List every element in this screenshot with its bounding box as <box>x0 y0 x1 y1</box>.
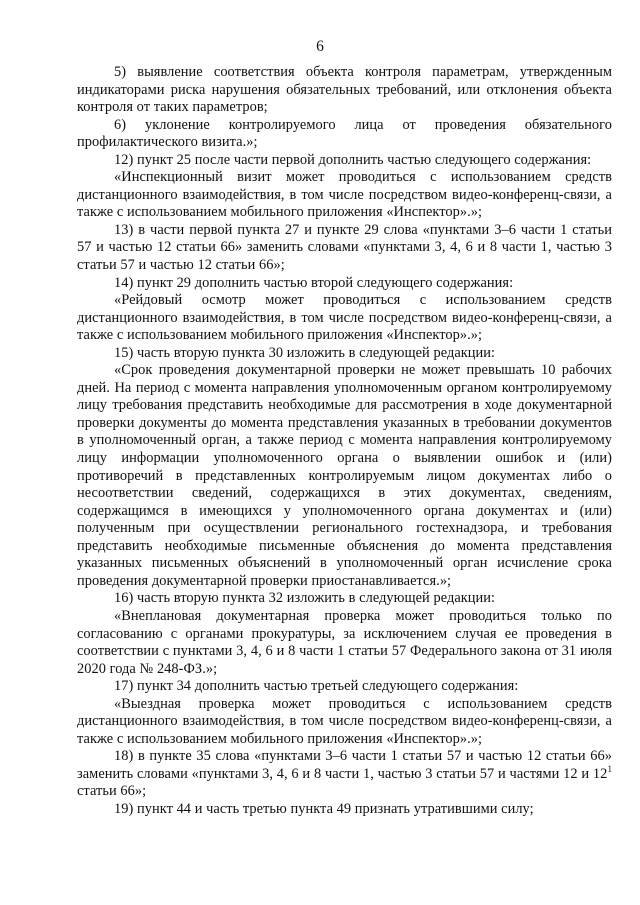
amendment-18-superscript: 1 <box>607 764 612 775</box>
paragraph-quote-field-check: «Выездная проверка может проводиться с использованием средств дистанционного взаимодействия, в том числе посредством видео-конференц-связи, а также с использованием мобильного приложения «Инспектор».»; <box>77 695 612 747</box>
page-number: 6 <box>316 38 324 55</box>
paragraph-item-6: 6) уклонение контролируемого лица от проведения обязательного профилактического визита.»; <box>77 116 612 151</box>
paragraph-quote-documentary-check-term: «Срок проведения документарной проверки не может превышать 10 рабочих дней. На период с момента направления уполномоченным органом контролируемому лицу требования представить необходимые для рассмотрения в ходе документарной проверки документы до момента представления указанных в требовании документов в уполномоченный орган, а также период с момента направления контролируемому лицу информации уполномоченного органа о выявлении ошибок и (или) противоречий в представленных контролируемым лицом документах либо о несоответствии сведений, содержащихся в этих документах, сведениям, содержащимся в имеющихся у уполномоченного органа документах и (или) полученным при осуществлении регионального гостехнадзора, и требования представить необходимые письменные объяснения до момента представления указанных письменных объяснений в уполномоченный орган исчисление срока проведения документарной проверки приостанавливается.»; <box>77 362 612 589</box>
paragraph-quote-raid-inspection: «Рейдовый осмотр может проводиться с использованием средств дистанционного взаимодействия, в том числе посредством видео-конференц-связи, а также с использованием мобильного приложения «Инспектор».»; <box>77 292 612 344</box>
paragraph-item-5: 5) выявление соответствия объекта контроля параметрам, утвержденным индикаторами риска нарушения обязательных требований, или отклонения объекта контроля от таких параметров; <box>77 64 612 116</box>
paragraph-amendment-13: 13) в части первой пункта 27 и пункте 29 слова «пунктами 3–6 части 1 статьи 57 и частью 12 статьи 66» заменить словами «пунктами 3, 4, 6 и 8 части 1, частью 3 статьи 57 и частью 12 статьи 66»; <box>77 221 612 274</box>
paragraph-amendment-14: 14) пункт 29 дополнить частью второй следующего содержания: <box>114 274 514 291</box>
amendment-18-text-after: статьи 66»; <box>77 783 147 800</box>
paragraph-quote-unscheduled-check: «Внеплановая документарная проверка может проводиться только по согласованию с органами прокуратуры, за исключением случая ее проведения в соответствии с пунктами 3, 4, 6 и 8 части 1 статьи 57 Федерального закона от 31 июля 2020 года № 248-ФЗ.»; <box>77 607 612 677</box>
paragraph-amendment-17: 17) пункт 34 дополнить частью третьей следующего содержания: <box>114 678 519 695</box>
paragraph-amendment-16: 16) часть вторую пункта 32 изложить в следующей редакции: <box>114 590 496 607</box>
document-body <box>77 64 612 819</box>
paragraph-amendment-15: 15) часть вторую пункта 30 изложить в следующей редакции: <box>114 344 496 361</box>
paragraph-amendment-12: 12) пункт 25 после части первой дополнить частью следующего содержания: <box>114 151 592 168</box>
paragraph-quote-inspection-visit: «Инспекционный визит может проводиться с использованием средств дистанционного взаимодействия, в том числе посредством видео-конференц-связи, а также с использованием мобильного приложения «Инспектор».»; <box>77 169 612 221</box>
paragraph-amendment-19: 19) пункт 44 и часть третью пункта 49 признать утратившими силу; <box>114 800 534 817</box>
paragraph-amendment-18 <box>77 748 612 801</box>
amendment-18-text-before: 18) в пункте 35 слова «пунктами 3–6 части 1 статьи 57 и частью 12 статьи 66» заменить словами «пунктами 3, 4, 6 и 8 части 1, частью 3 статьи 57 и частями 12 и 12 <box>77 748 612 782</box>
